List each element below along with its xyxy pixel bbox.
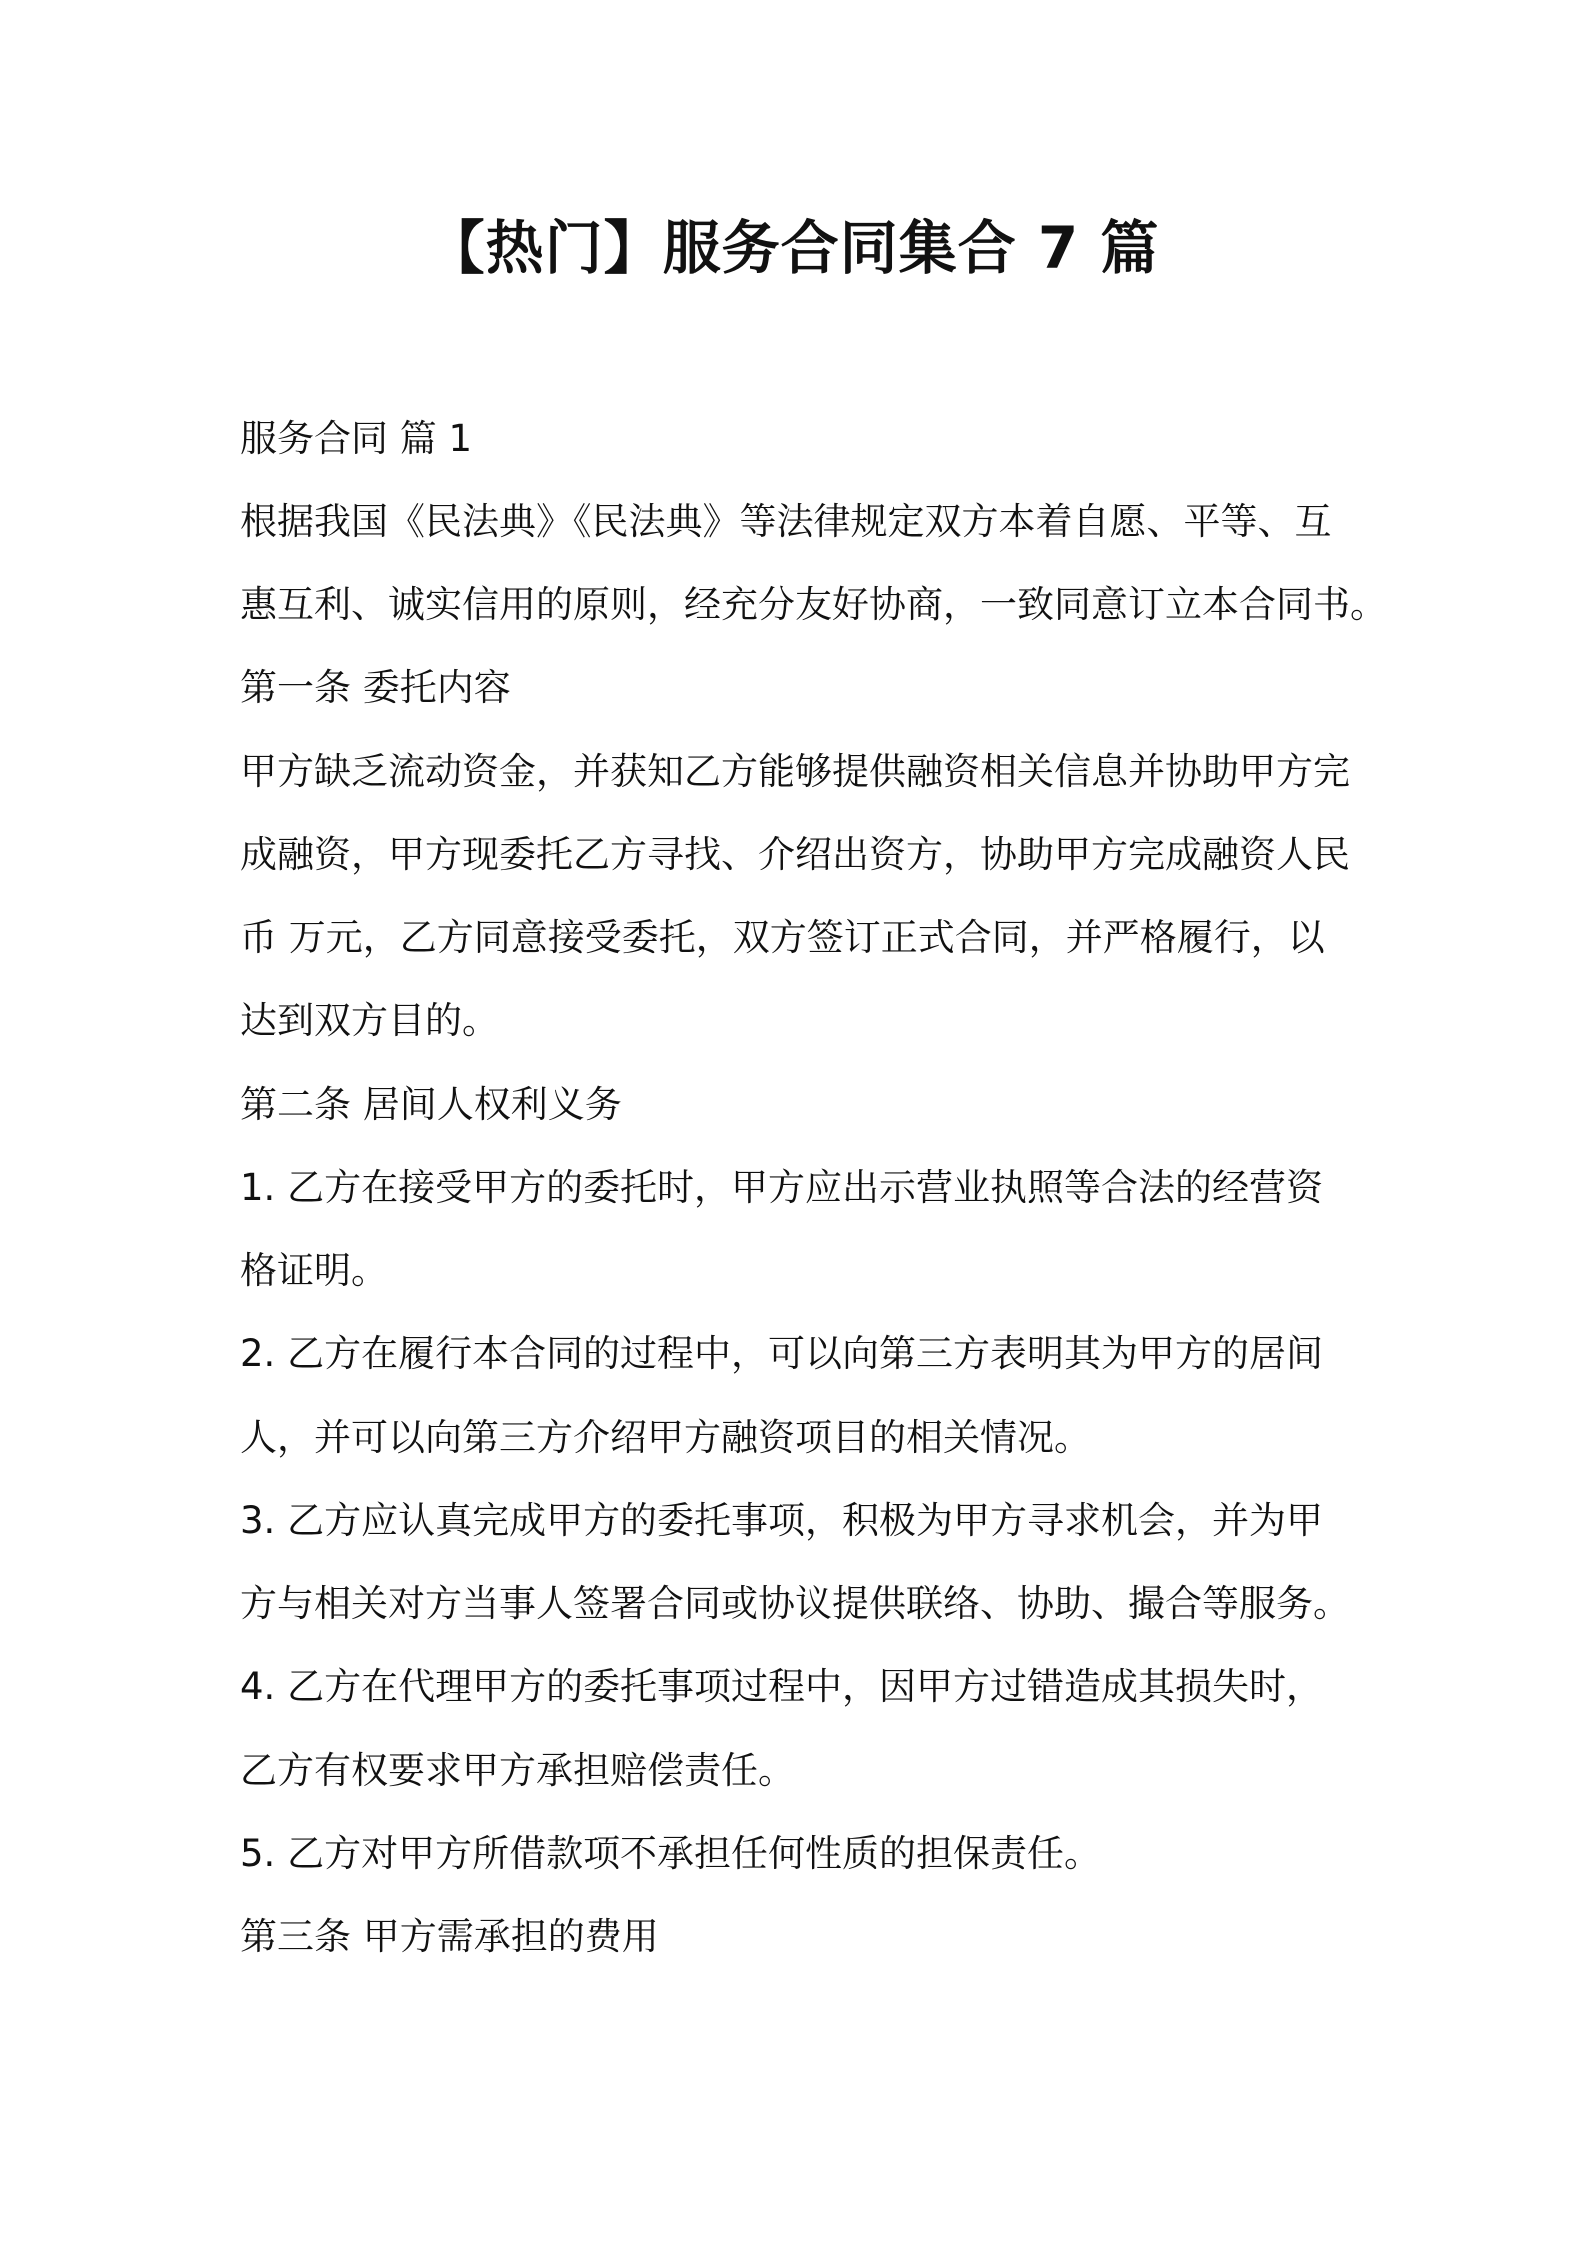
list-item-line: 2. 乙方在履行本合同的过程中，可以向第三方表明其为甲方的居间 [240, 1332, 1324, 1375]
article-heading: 第一条 委托内容 [240, 666, 511, 709]
paragraph-line: 达到双方目的。 [240, 999, 499, 1042]
document-title: 【热门】服务合同集合 7 篇 [426, 214, 1160, 282]
list-item-line: 人，并可以向第三方介绍甲方融资项目的相关情况。 [240, 1416, 1091, 1459]
list-item-line: 方与相关对方当事人签署合同或协议提供联络、协助、撮合等服务。 [240, 1582, 1350, 1625]
list-item-line: 1. 乙方在接受甲方的委托时，甲方应出示营业执照等合法的经营资 [240, 1166, 1324, 1209]
list-item-line: 格证明。 [240, 1249, 388, 1292]
paragraph-line: 惠互利、诚实信用的原则，经充分友好协商，一致同意订立本合同书。 [240, 583, 1387, 626]
paragraph-line: 根据我国《民法典》《民法典》等法律规定双方本着自愿、平等、互 [240, 500, 1332, 543]
paragraph-line: 甲方缺乏流动资金，并获知乙方能够提供融资相关信息并协助甲方完 [240, 750, 1350, 793]
list-item-line: 4. 乙方在代理甲方的委托事项过程中，因甲方过错造成其损失时， [240, 1665, 1324, 1708]
list-item-line: 3. 乙方应认真完成甲方的委托事项，积极为甲方寻求机会，并为甲 [240, 1499, 1324, 1542]
list-item-line: 乙方有权要求甲方承担赔偿责任。 [240, 1749, 795, 1792]
section-heading: 服务合同 篇 1 [240, 417, 473, 460]
paragraph-line: 成融资，甲方现委托乙方寻找、介绍出资方，协助甲方完成融资人民 [240, 833, 1350, 876]
paragraph-line: 币 万元，乙方同意接受委托，双方签订正式合同，并严格履行，以 [240, 916, 1325, 959]
article-heading: 第三条 甲方需承担的费用 [240, 1915, 659, 1958]
article-heading: 第二条 居间人权利义务 [240, 1083, 622, 1126]
list-item-line: 5. 乙方对甲方所借款项不承担任何性质的担保责任。 [240, 1832, 1102, 1875]
